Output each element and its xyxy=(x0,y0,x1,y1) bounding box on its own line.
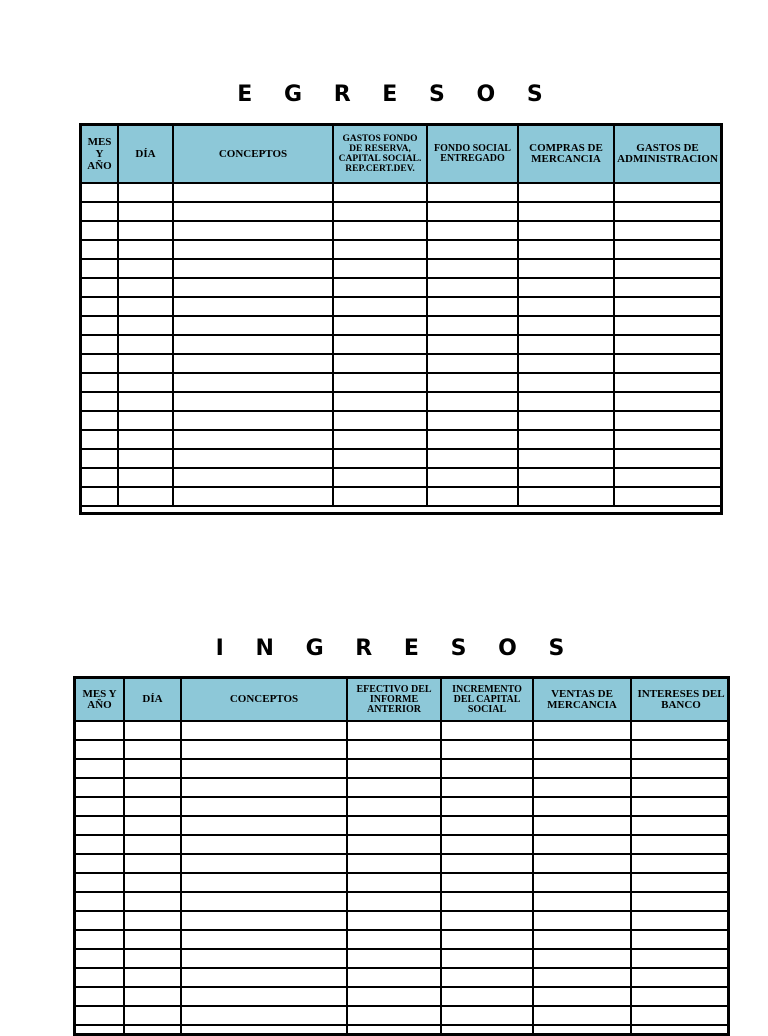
table-cell[interactable] xyxy=(518,183,614,202)
ingresos-title: I N G R E S O S xyxy=(215,636,577,661)
table-cell[interactable] xyxy=(118,373,173,392)
table-cell[interactable] xyxy=(333,392,427,411)
table-cell[interactable] xyxy=(533,854,631,873)
table-cell[interactable] xyxy=(82,316,118,335)
table-row xyxy=(82,373,720,392)
table-cell[interactable] xyxy=(614,430,720,449)
table-cell[interactable] xyxy=(427,449,518,468)
table-cell[interactable] xyxy=(76,797,124,816)
egresos-table xyxy=(79,123,723,515)
table-row xyxy=(82,468,720,487)
table-cell[interactable] xyxy=(441,987,533,1006)
table-row xyxy=(82,240,720,259)
table-cell[interactable] xyxy=(181,778,347,797)
table-cell[interactable] xyxy=(347,968,441,987)
table-row xyxy=(82,392,720,411)
table-cell[interactable] xyxy=(347,759,441,778)
table-cell[interactable] xyxy=(82,430,118,449)
table-cell[interactable] xyxy=(76,854,124,873)
table-cell[interactable] xyxy=(173,449,333,468)
table-cell[interactable] xyxy=(427,240,518,259)
table-cell[interactable] xyxy=(533,930,631,949)
table-cell[interactable] xyxy=(82,221,118,240)
table-cell[interactable] xyxy=(181,930,347,949)
table-cell[interactable] xyxy=(118,183,173,202)
table-cell[interactable] xyxy=(533,721,631,740)
table-row xyxy=(82,221,720,240)
table-cell[interactable] xyxy=(76,968,124,987)
table-cell[interactable] xyxy=(441,740,533,759)
table-row xyxy=(76,930,730,949)
header-incremento-del-capital-social: INCREMENTO DEL CAPITAL SOCIAL xyxy=(441,679,533,721)
table-cell[interactable] xyxy=(118,297,173,316)
table-cell[interactable] xyxy=(333,221,427,240)
table-cell[interactable] xyxy=(533,797,631,816)
table-cell[interactable] xyxy=(631,930,730,949)
table-cell[interactable] xyxy=(427,259,518,278)
table-cell[interactable] xyxy=(427,202,518,221)
table-cell[interactable] xyxy=(427,297,518,316)
table-cell[interactable] xyxy=(181,740,347,759)
table-cell[interactable] xyxy=(173,487,333,506)
table-cell[interactable] xyxy=(76,721,124,740)
table-row xyxy=(76,721,730,740)
table-row xyxy=(76,911,730,930)
table-cell[interactable] xyxy=(614,392,720,411)
table-row xyxy=(82,183,720,202)
table-cell[interactable] xyxy=(82,202,118,221)
table-cell[interactable] xyxy=(427,183,518,202)
table-cell[interactable] xyxy=(631,1006,730,1025)
table-cell[interactable] xyxy=(614,240,720,259)
table-cell[interactable] xyxy=(441,911,533,930)
table-row xyxy=(76,1006,730,1025)
table-cell[interactable] xyxy=(631,892,730,911)
table-cell[interactable] xyxy=(181,1006,347,1025)
table-cell[interactable] xyxy=(181,949,347,968)
table-cell[interactable] xyxy=(441,816,533,835)
table-cell[interactable] xyxy=(518,449,614,468)
table-cell[interactable] xyxy=(631,721,730,740)
table-cell[interactable] xyxy=(631,759,730,778)
table-cell[interactable] xyxy=(173,297,333,316)
table-cell[interactable] xyxy=(333,202,427,221)
table-cell[interactable] xyxy=(333,487,427,506)
table-cell[interactable] xyxy=(124,892,181,911)
table-cell[interactable] xyxy=(124,816,181,835)
table-cell[interactable] xyxy=(124,911,181,930)
table-cell[interactable] xyxy=(631,835,730,854)
table-cell[interactable] xyxy=(614,278,720,297)
table-cell[interactable] xyxy=(173,335,333,354)
table-cell[interactable] xyxy=(181,1025,347,1036)
table-cell[interactable] xyxy=(118,335,173,354)
table-cell[interactable] xyxy=(518,392,614,411)
table-cell[interactable] xyxy=(631,949,730,968)
table-cell[interactable] xyxy=(181,854,347,873)
table-cell[interactable] xyxy=(173,240,333,259)
table-cell[interactable] xyxy=(173,411,333,430)
table-row xyxy=(82,449,720,468)
table-cell[interactable] xyxy=(124,797,181,816)
table-cell[interactable] xyxy=(533,1025,631,1036)
header-mes-y-ano: MES Y AÑO xyxy=(82,126,118,183)
table-cell[interactable] xyxy=(173,316,333,335)
table-row xyxy=(76,835,730,854)
table-cell[interactable] xyxy=(82,240,118,259)
table-row xyxy=(76,987,730,1006)
table-cell[interactable] xyxy=(181,797,347,816)
table-cell[interactable] xyxy=(82,468,118,487)
table-cell[interactable] xyxy=(333,373,427,392)
table-cell[interactable] xyxy=(118,259,173,278)
table-cell[interactable] xyxy=(518,430,614,449)
table-cell[interactable] xyxy=(347,740,441,759)
table-cell[interactable] xyxy=(427,316,518,335)
table-cell[interactable] xyxy=(518,468,614,487)
table-cell[interactable] xyxy=(347,930,441,949)
table-cell[interactable] xyxy=(173,392,333,411)
table-cell[interactable] xyxy=(347,1006,441,1025)
table-cell[interactable] xyxy=(118,449,173,468)
table-row xyxy=(82,354,720,373)
table-cell[interactable] xyxy=(333,297,427,316)
table-cell[interactable] xyxy=(427,411,518,430)
table-cell[interactable] xyxy=(347,721,441,740)
table-cell[interactable] xyxy=(441,892,533,911)
table-cell[interactable] xyxy=(333,354,427,373)
table-cell[interactable] xyxy=(518,335,614,354)
table-row xyxy=(76,797,730,816)
table-cell[interactable] xyxy=(533,911,631,930)
table-cell[interactable] xyxy=(347,835,441,854)
table-row xyxy=(76,892,730,911)
table-cell[interactable] xyxy=(441,1025,533,1036)
table-cell[interactable] xyxy=(82,297,118,316)
table-cell[interactable] xyxy=(124,721,181,740)
table-cell[interactable] xyxy=(427,354,518,373)
table-cell[interactable] xyxy=(347,816,441,835)
table-cell[interactable] xyxy=(441,835,533,854)
table-cell[interactable] xyxy=(82,335,118,354)
table-cell[interactable] xyxy=(441,1006,533,1025)
table-row xyxy=(82,430,720,449)
table-cell[interactable] xyxy=(533,1006,631,1025)
ingresos-table xyxy=(73,676,730,1036)
table-cell[interactable] xyxy=(631,873,730,892)
table-cell[interactable] xyxy=(181,892,347,911)
table-cell[interactable] xyxy=(427,278,518,297)
table-cell[interactable] xyxy=(124,949,181,968)
table-cell[interactable] xyxy=(347,1025,441,1036)
table-cell[interactable] xyxy=(76,930,124,949)
table-cell[interactable] xyxy=(533,987,631,1006)
table-cell[interactable] xyxy=(181,911,347,930)
table-row xyxy=(76,854,730,873)
table-cell[interactable] xyxy=(533,968,631,987)
header-conceptos: CONCEPTOS xyxy=(173,126,333,183)
table-cell[interactable] xyxy=(533,873,631,892)
table-cell[interactable] xyxy=(76,816,124,835)
header-efectivo-del-informe-anterior: EFECTIVO DEL INFORME ANTERIOR xyxy=(347,679,441,721)
header-dia: DÍA xyxy=(124,679,181,721)
table-cell[interactable] xyxy=(614,202,720,221)
table-cell[interactable] xyxy=(124,835,181,854)
table-cell[interactable] xyxy=(518,297,614,316)
table-cell[interactable] xyxy=(82,354,118,373)
table-cell[interactable] xyxy=(124,1025,181,1036)
table-cell[interactable] xyxy=(118,316,173,335)
table-cell[interactable] xyxy=(124,968,181,987)
table-cell[interactable] xyxy=(427,221,518,240)
header-dia: DÍA xyxy=(118,126,173,183)
table-cell[interactable] xyxy=(347,892,441,911)
table-cell[interactable] xyxy=(181,987,347,1006)
table-cell[interactable] xyxy=(124,759,181,778)
table-cell[interactable] xyxy=(518,240,614,259)
header-gastos-fondo-reserva: GASTOS FONDO DE RESERVA, CAPITAL SOCIAL. REP.CERT.DEV. xyxy=(333,126,427,183)
header-fondo-social-entregado: FONDO SOCIAL ENTREGADO xyxy=(427,126,518,183)
table-cell[interactable] xyxy=(518,373,614,392)
table-row xyxy=(76,949,730,968)
table-cell[interactable] xyxy=(441,930,533,949)
table-cell[interactable] xyxy=(631,987,730,1006)
table-row xyxy=(76,873,730,892)
header-mes-y-ano: MES Y AÑO xyxy=(76,679,124,721)
table-cell[interactable] xyxy=(614,487,720,506)
table-cell[interactable] xyxy=(118,221,173,240)
table-cell[interactable] xyxy=(118,354,173,373)
table-cell[interactable] xyxy=(518,278,614,297)
table-cell[interactable] xyxy=(124,873,181,892)
table-cell[interactable] xyxy=(82,278,118,297)
table-cell[interactable] xyxy=(631,740,730,759)
table-cell[interactable] xyxy=(441,797,533,816)
table-cell[interactable] xyxy=(614,221,720,240)
table-cell[interactable] xyxy=(82,259,118,278)
table-cell[interactable] xyxy=(333,430,427,449)
table-cell[interactable] xyxy=(124,778,181,797)
table-cell[interactable] xyxy=(441,759,533,778)
table-cell[interactable] xyxy=(533,816,631,835)
table-cell[interactable] xyxy=(118,240,173,259)
table-cell[interactable] xyxy=(347,797,441,816)
table-cell[interactable] xyxy=(173,259,333,278)
table-cell[interactable] xyxy=(518,259,614,278)
table-row xyxy=(82,316,720,335)
header-ventas-de-mercancia: VENTAS DE MERCANCIA xyxy=(533,679,631,721)
table-cell[interactable] xyxy=(347,949,441,968)
table-cell[interactable] xyxy=(124,930,181,949)
table-cell[interactable] xyxy=(173,354,333,373)
table-cell[interactable] xyxy=(333,278,427,297)
table-cell[interactable] xyxy=(427,430,518,449)
table-cell[interactable] xyxy=(427,373,518,392)
table-cell[interactable] xyxy=(82,411,118,430)
table-cell[interactable] xyxy=(173,278,333,297)
table-cell[interactable] xyxy=(173,183,333,202)
table-cell[interactable] xyxy=(76,740,124,759)
table-cell[interactable] xyxy=(518,487,614,506)
table-cell[interactable] xyxy=(173,468,333,487)
table-cell[interactable] xyxy=(347,778,441,797)
table-cell[interactable] xyxy=(82,373,118,392)
table-cell[interactable] xyxy=(441,854,533,873)
table-cell[interactable] xyxy=(173,373,333,392)
table-cell[interactable] xyxy=(181,873,347,892)
table-cell[interactable] xyxy=(441,778,533,797)
table-cell[interactable] xyxy=(533,759,631,778)
table-row xyxy=(82,202,720,221)
header-conceptos: CONCEPTOS xyxy=(181,679,347,721)
table-cell[interactable] xyxy=(518,316,614,335)
table-cell[interactable] xyxy=(614,411,720,430)
table-row xyxy=(76,778,730,797)
table-cell[interactable] xyxy=(614,316,720,335)
table-cell[interactable] xyxy=(118,202,173,221)
header-compras-de-mercancia: COMPRAS DE MERCANCIA xyxy=(518,126,614,183)
table-cell[interactable] xyxy=(333,335,427,354)
header-intereses-del-banco: INTERESES DEL BANCO xyxy=(631,679,730,721)
table-cell[interactable] xyxy=(631,797,730,816)
table-cell[interactable] xyxy=(76,835,124,854)
table-row xyxy=(76,968,730,987)
table-cell[interactable] xyxy=(533,740,631,759)
table-cell[interactable] xyxy=(614,335,720,354)
table-cell[interactable] xyxy=(631,854,730,873)
table-cell[interactable] xyxy=(181,968,347,987)
table-cell[interactable] xyxy=(76,1006,124,1025)
table-cell[interactable] xyxy=(441,721,533,740)
table-cell[interactable] xyxy=(631,968,730,987)
table-cell[interactable] xyxy=(614,297,720,316)
table-cell[interactable] xyxy=(614,183,720,202)
table-cell[interactable] xyxy=(533,892,631,911)
table-cell[interactable] xyxy=(631,911,730,930)
table-cell[interactable] xyxy=(333,240,427,259)
table-cell[interactable] xyxy=(631,816,730,835)
table-cell[interactable] xyxy=(173,202,333,221)
table-cell[interactable] xyxy=(614,373,720,392)
table-cell[interactable] xyxy=(347,854,441,873)
table-cell[interactable] xyxy=(518,202,614,221)
table-cell[interactable] xyxy=(347,987,441,1006)
table-cell[interactable] xyxy=(76,892,124,911)
table-cell[interactable] xyxy=(118,411,173,430)
table-cell[interactable] xyxy=(347,911,441,930)
table-cell[interactable] xyxy=(76,759,124,778)
table-cell[interactable] xyxy=(533,778,631,797)
table-cell[interactable] xyxy=(181,835,347,854)
table-cell[interactable] xyxy=(518,354,614,373)
table-cell[interactable] xyxy=(76,1025,124,1036)
table-row xyxy=(82,335,720,354)
table-row xyxy=(82,259,720,278)
table-cell[interactable] xyxy=(441,949,533,968)
table-cell[interactable] xyxy=(518,221,614,240)
table-cell[interactable] xyxy=(518,411,614,430)
table-cell[interactable] xyxy=(124,740,181,759)
table-cell[interactable] xyxy=(333,449,427,468)
table-cell[interactable] xyxy=(427,487,518,506)
table-cell[interactable] xyxy=(614,259,720,278)
table-cell[interactable] xyxy=(333,316,427,335)
table-cell[interactable] xyxy=(118,278,173,297)
table-cell[interactable] xyxy=(614,354,720,373)
table-cell[interactable] xyxy=(181,721,347,740)
table-cell[interactable] xyxy=(631,1025,730,1036)
table-row xyxy=(82,487,720,506)
table-row xyxy=(82,297,720,316)
table-cell[interactable] xyxy=(333,468,427,487)
table-row xyxy=(76,816,730,835)
table-cell[interactable] xyxy=(333,259,427,278)
table-cell[interactable] xyxy=(76,778,124,797)
table-cell[interactable] xyxy=(181,816,347,835)
table-cell[interactable] xyxy=(333,183,427,202)
table-row xyxy=(82,411,720,430)
table-row xyxy=(76,759,730,778)
table-cell[interactable] xyxy=(82,487,118,506)
table-cell[interactable] xyxy=(118,430,173,449)
table-cell[interactable] xyxy=(118,392,173,411)
table-cell[interactable] xyxy=(118,468,173,487)
table-cell[interactable] xyxy=(533,835,631,854)
table-cell[interactable] xyxy=(124,854,181,873)
table-cell[interactable] xyxy=(427,335,518,354)
table-cell[interactable] xyxy=(173,430,333,449)
table-cell[interactable] xyxy=(76,873,124,892)
table-cell[interactable] xyxy=(124,1006,181,1025)
table-cell[interactable] xyxy=(82,392,118,411)
header-gastos-de-administracion: GASTOS DE ADMINISTRACION xyxy=(614,126,720,183)
table-cell[interactable] xyxy=(76,949,124,968)
table-cell[interactable] xyxy=(76,911,124,930)
table-cell[interactable] xyxy=(124,987,181,1006)
table-cell[interactable] xyxy=(614,449,720,468)
table-cell[interactable] xyxy=(82,449,118,468)
table-cell[interactable] xyxy=(427,392,518,411)
table-cell[interactable] xyxy=(427,468,518,487)
table-cell[interactable] xyxy=(173,221,333,240)
table-row xyxy=(76,740,730,759)
table-cell[interactable] xyxy=(181,759,347,778)
table-cell[interactable] xyxy=(631,778,730,797)
egresos-title: E G R E S O S xyxy=(237,82,555,107)
table-cell[interactable] xyxy=(533,949,631,968)
table-cell[interactable] xyxy=(441,968,533,987)
table-cell[interactable] xyxy=(347,873,441,892)
table-cell[interactable] xyxy=(118,487,173,506)
table-row xyxy=(76,1025,730,1036)
table-cell[interactable] xyxy=(82,183,118,202)
table-cell[interactable] xyxy=(441,873,533,892)
table-cell[interactable] xyxy=(76,987,124,1006)
table-cell[interactable] xyxy=(614,468,720,487)
table-cell[interactable] xyxy=(333,411,427,430)
table-row xyxy=(82,278,720,297)
